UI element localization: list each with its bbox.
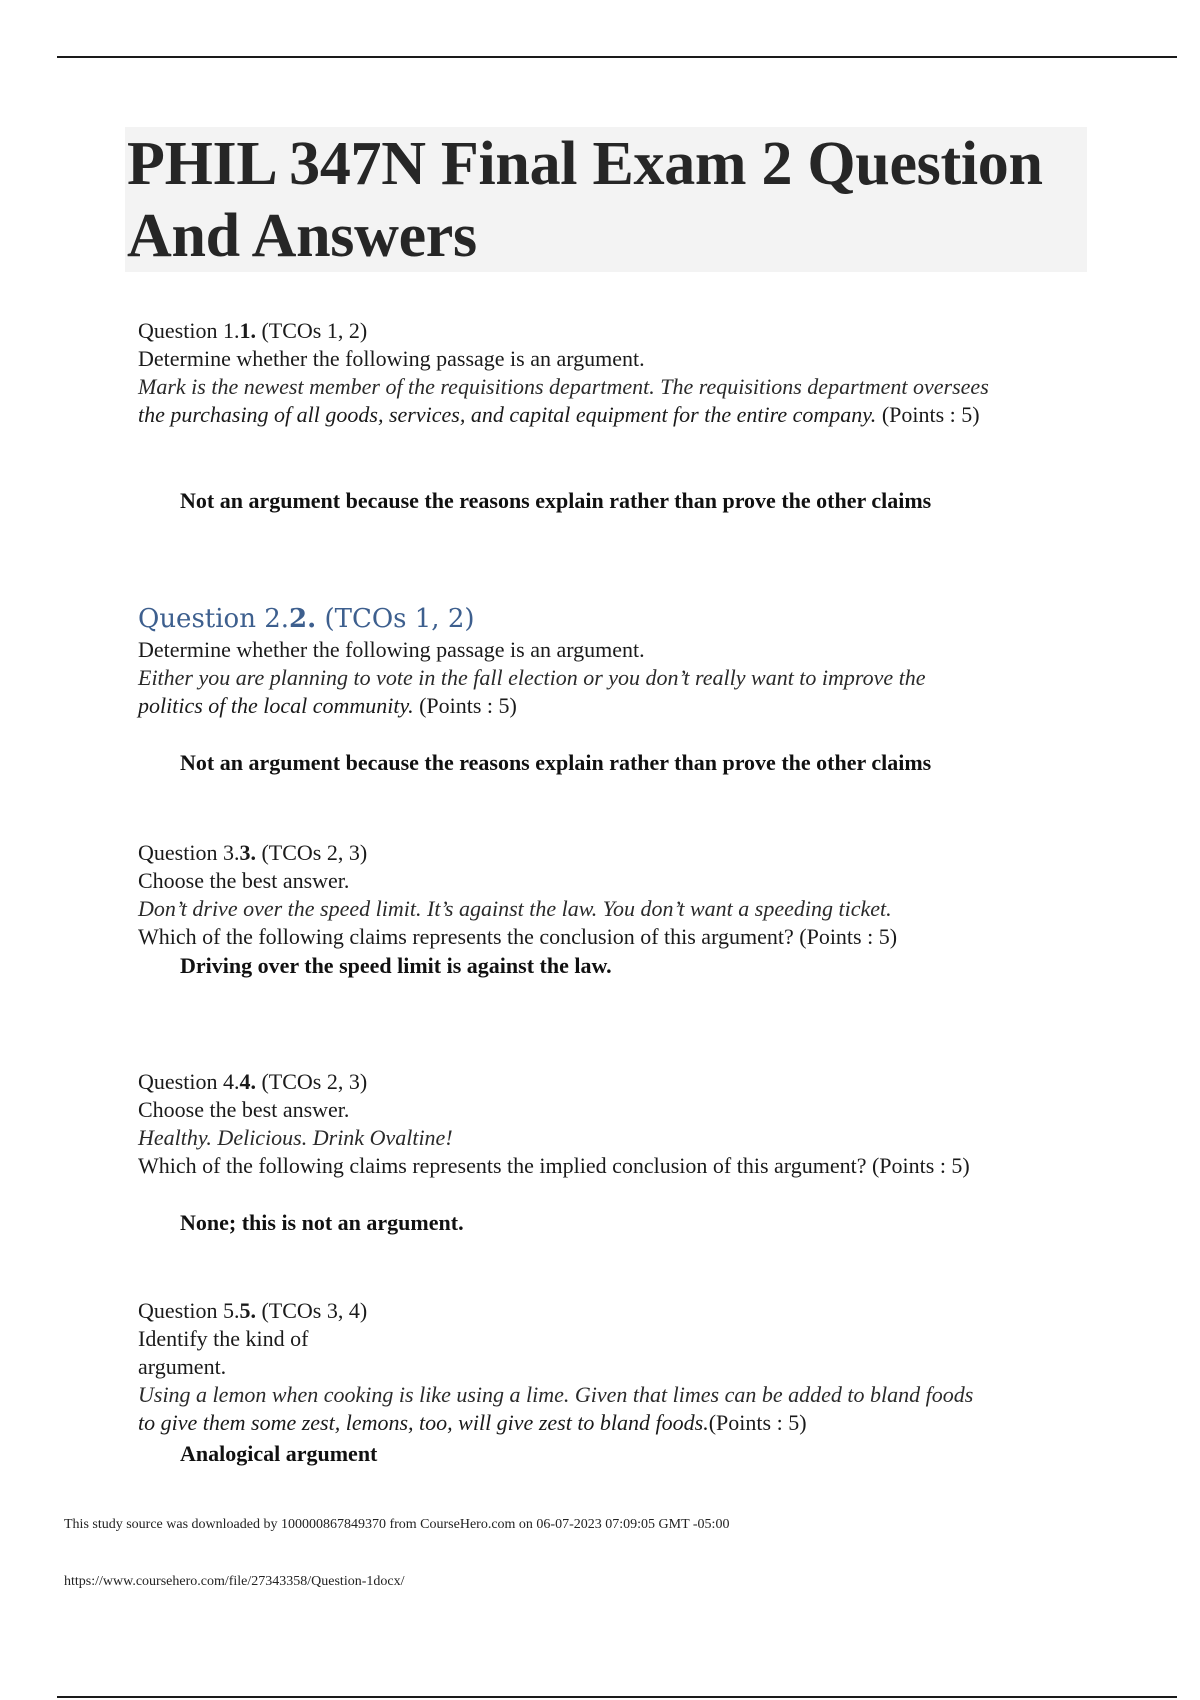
question-label: Question 5. [138, 1298, 240, 1323]
question-tcos: (TCOs 1, 2) [255, 318, 368, 343]
question-prompt: argument. [138, 1354, 227, 1379]
question-passage: Don’t drive over the speed limit. It’s against the law. You don’t want a speeding ticket. [138, 896, 892, 921]
question-points: (Points : 5) [876, 402, 980, 427]
question-tcos: (TCOs 3, 4) [255, 1298, 368, 1323]
question-number: 4. [239, 1069, 256, 1094]
answer-4: None; this is not an argument. [180, 1210, 464, 1235]
question-3 [138, 839, 1098, 951]
question-passage-end [138, 1409, 1098, 1437]
question-1 [138, 317, 1098, 429]
question-label: Question 4. [138, 1069, 240, 1094]
question-prompt: Determine whether the following passage is an argument. [138, 346, 645, 371]
question-passage: Healthy. Delicious. Drink Ovaltine! [138, 1125, 453, 1150]
title-line-2: And Answers [127, 202, 477, 270]
top-rule [57, 56, 1177, 58]
question-4 [138, 1068, 1098, 1180]
title-line-1: PHIL 347N Final Exam 2 Question [127, 130, 1043, 198]
answer-1: Not an argument because the reasons explain rather than prove the other claims [180, 488, 932, 513]
question-2 [138, 602, 1098, 720]
question-passage: Mark is the newest member of the requisitions department. The requisitions department oversees [138, 374, 989, 399]
question-prompt: Identify the kind of [138, 1326, 309, 1351]
answer-2: Not an argument because the reasons explain rather than prove the other claims [180, 750, 932, 775]
download-note: This study source was downloaded by 100000867849370 from CourseHero.com on 06-07-2023 07:09:05 GMT -05:00 [64, 1517, 730, 1532]
question-number: 5. [239, 1298, 256, 1323]
question-passage: Using a lemon when cooking is like using a lime. Given that limes can be added to bland foods [138, 1382, 974, 1407]
question-header [138, 1068, 1098, 1096]
question-prompt: Determine whether the following passage is an argument. [138, 637, 645, 662]
question-number: 3. [239, 840, 256, 865]
question-text: Which of the following claims represents the implied conclusion of this argument? (Points : 5) [138, 1153, 970, 1178]
question-passage-end [138, 401, 1098, 429]
question-label: Question 1. [138, 318, 240, 343]
question-header [138, 317, 1098, 345]
question-number: 1. [239, 318, 256, 343]
question-tcos: (TCOs 2, 3) [255, 840, 368, 865]
question-passage: Either you are planning to vote in the fall election or you don’t really want to improve the [138, 665, 926, 690]
question-tcos: (TCOs 1, 2) [316, 604, 475, 634]
question-number: 2. [289, 604, 317, 634]
bottom-rule [57, 1696, 1177, 1698]
question-5 [138, 1297, 1098, 1437]
answer-5: Analogical argument [180, 1441, 378, 1466]
question-header [138, 602, 1098, 636]
question-passage: to give them some zest, lemons, too, will give zest to bland foods. [138, 1410, 709, 1435]
question-text: Which of the following claims represents the conclusion of this argument? (Points : 5) [138, 924, 898, 949]
document-title [127, 128, 1107, 272]
question-prompt: Choose the best answer. [138, 868, 350, 893]
question-tcos: (TCOs 2, 3) [255, 1069, 368, 1094]
question-header [138, 1297, 1098, 1325]
source-url[interactable]: https://www.coursehero.com/file/27343358/Question-1docx/ [64, 1574, 405, 1589]
question-header [138, 839, 1098, 867]
question-passage: politics of the local community. [138, 693, 414, 718]
question-passage: the purchasing of all goods, services, and capital equipment for the entire company. [138, 402, 877, 427]
question-passage-end [138, 692, 1098, 720]
question-label: Question 2. [138, 604, 290, 634]
question-points: (Points : 5) [708, 1410, 807, 1435]
question-label: Question 3. [138, 840, 240, 865]
answer-3: Driving over the speed limit is against the law. [180, 953, 612, 978]
question-prompt: Choose the best answer. [138, 1097, 350, 1122]
question-points: (Points : 5) [413, 693, 517, 718]
